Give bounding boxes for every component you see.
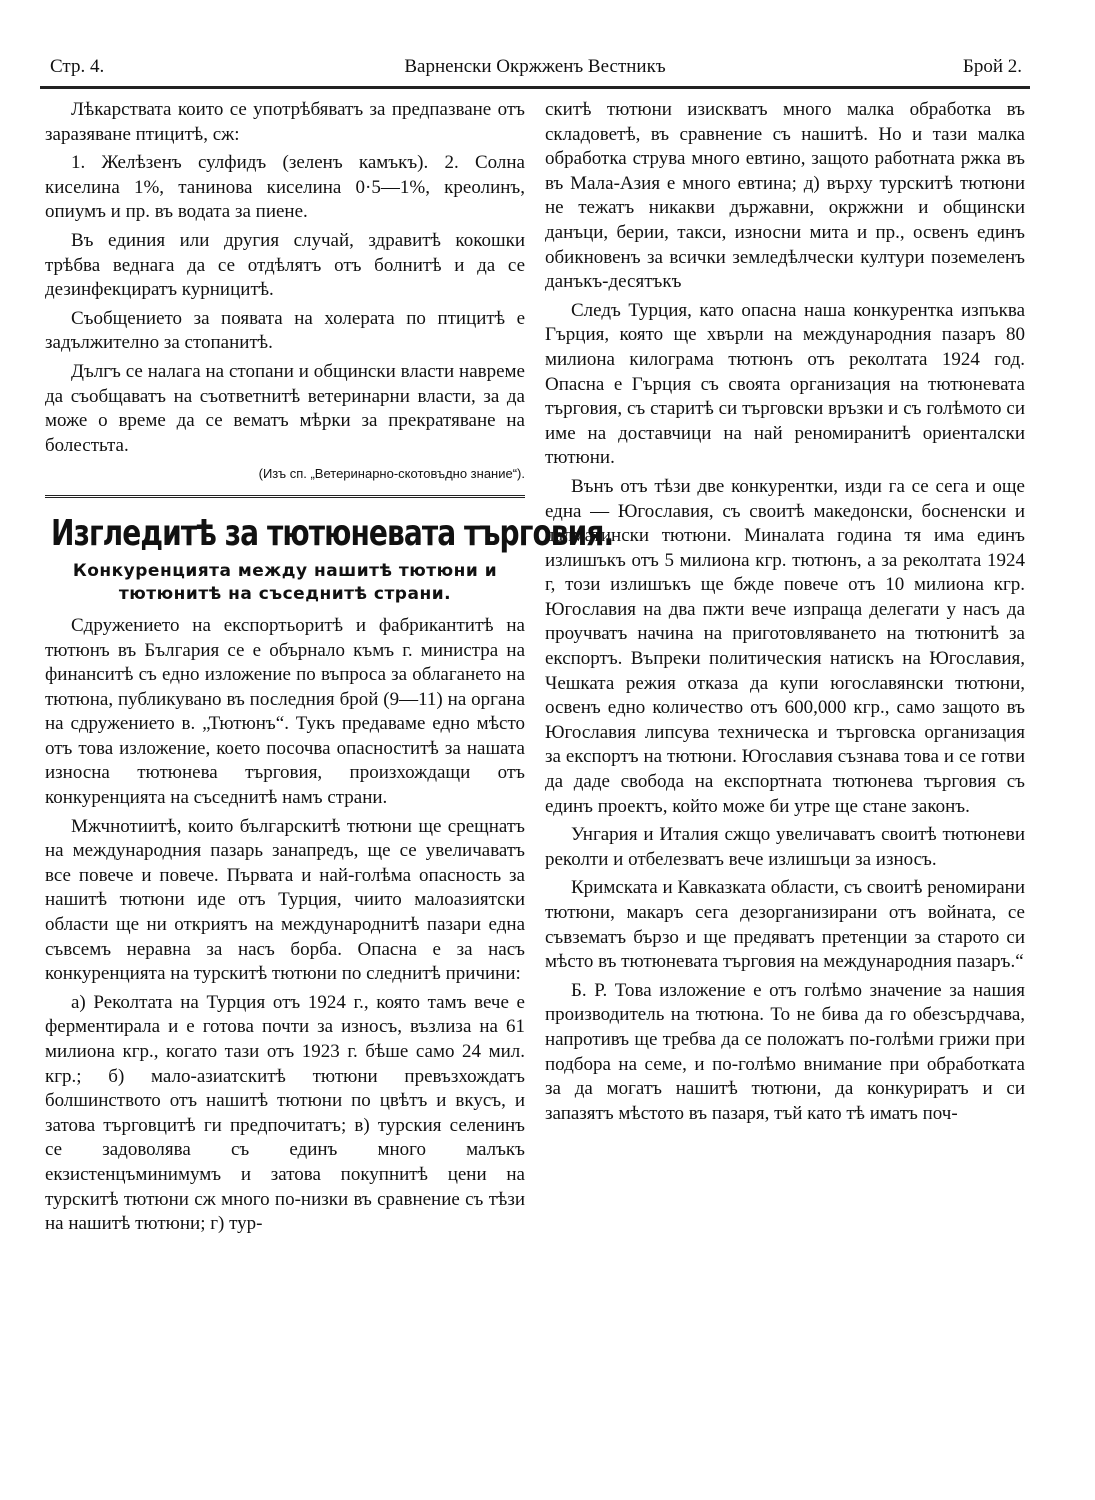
paragraph: Унгария и Италия сжщо увеличаватъ своитѣ тютюневи реколти и отбелезватъ вече излишъци за износъ. <box>545 824 1025 870</box>
paragraph: Сдружението на експортьоритѣ и фабрикантитѣ на тютюнъ въ България се е обърнало къмъ г. министра на финанситѣ съ едно изложение по въпроса за облагането на тютюна, публикувано въ последния брой (9—11) на органа на сдружението в. „Тютюнъ“. Тукъ предаваме едно мѣсто отъ това изложение, което посочва опасноститѣ за нашата износна тютюнева търговия, произхождащи отъ конкуренцията на съседнитѣ намъ страни. <box>45 614 525 809</box>
paragraph: Въ единия или другия случай, здравитѣ кокошки трѣбва веднага да се отдѣлятъ отъ болнитѣ и да се дезинфекциратъ курницитѣ. <box>45 229 525 301</box>
paragraph: Следъ Турция, като опасна наша конкурентка изпъква Гърция, която ще хвърли на международния пазаръ 80 милиона килограма тютюнъ отъ реколтата 1924 год. Опасна е Гърция съ своята организация на тютюневата търговия, съ старитѣ си търговски връзки и съ голѣмото си име на доставчици на най реномиранитѣ ориенталски тютюни. <box>545 299 1025 469</box>
page-number: Стр. 4. <box>50 56 105 77</box>
paragraph: 1. Желѣзенъ сулфидъ (зеленъ камъкъ). 2. Солна киселина 1%, танинова киселина 0·5—1%, креолинъ, опиумъ и пр. въ водата за пиене. <box>45 152 525 223</box>
paragraph: Вънъ отъ тѣзи две конкурентки, изди га се сега и още една — Югославия, съ своитѣ македонски, босненски и далматински тютюни. Миналата година тя има единъ излишъкъ отъ 5 милиона кгр. тютюнъ, а за реколтата 1924 г, този излишъкъ ще бжде повече отъ 10 милиона кгр. Югославия на два пжти вече изпраща делегати у насъ да проучватъ начина на приготовляването на тютюнитѣ за експортъ. Въпреки политическия натискъ на Югославия, Чешката режия отказа да купи югославянски тютюни, освенъ едно количество отъ 600,000 кгр., само защото въ Югославия липсува техническа и търговска организация за експортъ на тютюни. Югославия съзнава това и се готви да даде свобода на експортната тютюнева търговия съ единъ проектъ, който може би утре ще стане законъ. <box>545 475 1025 817</box>
section-divider <box>45 495 525 504</box>
left-column <box>45 98 614 1241</box>
article-source: (Изъ сп. „Ветеринарно-скотовъдно знание“). <box>258 466 525 482</box>
newspaper-title: Варненски Окржженъ Вестникъ <box>404 56 666 77</box>
paragraph: скитѣ тютюни изискватъ много малка обработка въ складоветѣ, въ сравнение съ нашитѣ. Но и тази малка обработка струва много евтино, защото работната ржка въ въ Мала-Азия е много евтина; д) върху турскитѣ тютюни не тежатъ никакви държавни, окржжни и общински данъци, берии, такси, износни мита и пр., освенъ единъ обикновенъ за всички земледѣлчески култури поземеленъ данъкъ-десятъкъ <box>545 99 1025 293</box>
paragraph: Б. Р. Това изложение е отъ голѣмо значение за нашия производитель на тютюна. То не бива да го обезсърдчава, напротивъ ще требва да се положатъ по-голѣми грижи при подбора на семе, и по-голѣмо внимание при обработката за да могатъ нашитѣ тютюни, да конкуриратъ и си запазятъ мѣстото въ пазаря, тъй като тѣ иматъ поч- <box>545 979 1025 1124</box>
article-headline: Изгледитѣ за тютюневата търговия. <box>51 512 614 554</box>
right-column <box>545 98 1025 1130</box>
paragraph: Кримската и Кавказката области, съ своитѣ реномирани тютюни, макаръ сега дезорганизирани отъ войната, се съвзематъ бързо и ще предяватъ претенции за старото си мѣсто въ тютюневата търговия на международния пазаръ.“ <box>545 877 1025 973</box>
article-subheading: Конкуренцията между нашитѣ тютюни и тютюнитѣ на съседнитѣ страни. <box>72 560 498 604</box>
paragraph: Лѣкарствата които се употрѣбяватъ за предпазване отъ заразяване птицитѣ, сж: <box>45 99 525 145</box>
page-header <box>40 50 1030 89</box>
paragraph: Дългъ се налага на стопани и общински власти навреме да съобщаватъ на съответнитѣ ветеринарни власти, за да може о време да се вематъ мѣрки за прекратяване на болестьта. <box>45 360 525 456</box>
paragraph: а) Реколтата на Турция отъ 1924 г., която тамъ вече е ферментирала и е готова почти за износъ, възлиза на 61 милиона кгр., когато тази отъ 1923 г. бѣше само 24 мил. кгр.; б) мало-азиатскитѣ тютюни превъзхождатъ болшинството отъ нашитѣ тютюни по цвѣтъ и вкусъ, и затова търговцитѣ ги предпочитатъ; в) турския селенинъ се задоволява съ единъ много малъкъ екзистенцъминимумъ и затова покупнитѣ цени на турскитѣ тютюни сж много по-низки въ сравнение съ тѣзи на нашитѣ тютюни; г) тур- <box>45 991 525 1235</box>
issue-number: Брой 2. <box>962 56 1022 77</box>
paragraph: Мжчнотиитѣ, които българскитѣ тютюни ще срещнатъ на международния пазарь занапредъ, ще се увеличаватъ все повече и повече. Първата и най-голѣма опасность за нашитѣ тютюни иде отъ Турция, чиито малоазиятски области ще ни откриятъ на международнитѣ пазари една съвсемъ неравна за насъ борба. Опасна е за насъ конкуренцията на турскитѣ тютюни по следнитѣ причини: <box>45 815 525 985</box>
paragraph: Съобщението за появата на холерата по птицитѣ е задължително за стопанитѣ. <box>45 307 525 354</box>
